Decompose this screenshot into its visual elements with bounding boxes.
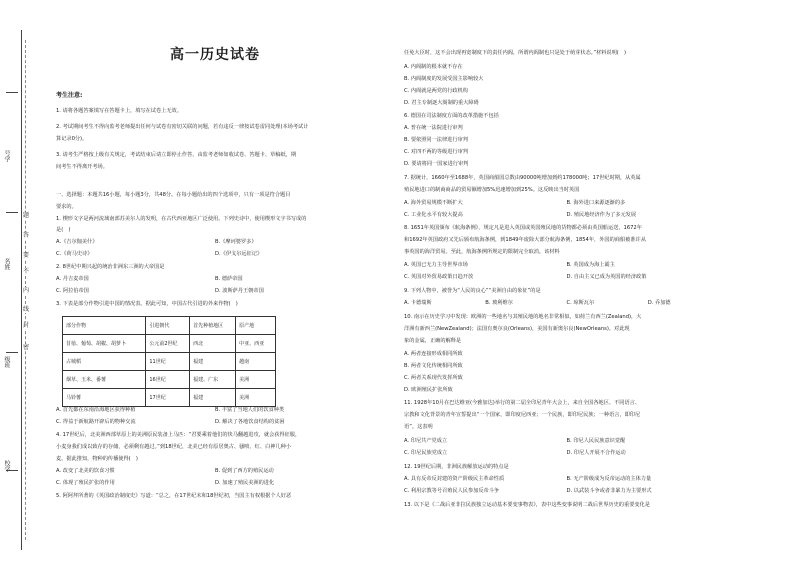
- option-a[interactable]: A. 改变了北美的饮食习惯: [56, 468, 115, 474]
- option-b[interactable]: B. 促到了西方的殖民运动: [215, 468, 274, 474]
- question-10-stem: 10. 南示在历史学习中发现：欧洲的一些地名与其殖民地的地名非常相似，如荷兰有西兰(Zealand)，大: [404, 314, 642, 320]
- option-a[interactable]: A.《吉尔伽美什》: [56, 239, 98, 245]
- exam-title: 高一历史试卷: [170, 47, 260, 63]
- binding-line: [21, 30, 22, 550]
- question-8-stem: 8. 1651年英国颁布《航海条例》，规定凡是进入英国或英国殖民地的货物都必须由英国船运送，1672年: [404, 225, 642, 231]
- option-d[interactable]: D. 乔加德: [647, 300, 671, 306]
- question-3-options: [56, 417, 374, 428]
- table-cell: 越南: [236, 353, 276, 371]
- option-a[interactable]: A. 内阁制的根本就不存在: [404, 64, 463, 70]
- table-cell: 16世纪: [146, 371, 190, 389]
- question-12-options: [404, 474, 729, 485]
- question-12-stem: 12. 19世纪后期，非洲民族解放运动的特点是: [404, 464, 509, 470]
- question-4-stem: 小麦身我们成以致存的存储，必须剩有越过。”到18世纪，北美已经有原居奥古、骚喷、红、白神几种小: [56, 444, 291, 450]
- option-d[interactable]: D. 解决了各地饮食结构的贫困: [215, 419, 285, 425]
- question-11-options: [404, 436, 729, 447]
- option-b[interactable]: B. 丰富了当地人们的饮食种类: [215, 407, 285, 413]
- table-header-cell: 部分作物: [63, 317, 146, 335]
- option-d[interactable]: D.《伊戈尔远征记》: [215, 251, 263, 257]
- table-cell: 美洲: [236, 371, 276, 389]
- option-d[interactable]: D. 欧洲殖民扩张所致: [404, 387, 453, 393]
- binding-char: 内: [23, 287, 30, 294]
- table-cell: 福建: [190, 389, 236, 407]
- option-c[interactable]: C. 英国对外贸易政策日趋开放: [404, 274, 474, 280]
- binding-label-class: 级班: [3, 356, 10, 368]
- question-5-stem-cont: 任免大臣时，这不会出现再宽制度下的责任内阁，所谓内阁制也只是处于萌芽状态。”材料说明( ): [404, 50, 627, 56]
- option-a[interactable]: A. 海外贸易规模不断扩大: [404, 200, 463, 206]
- question-13-stem: 13. 以下是《二战后亚非拉民族独立运动基本要变事物表》，表中这些变事说明二战后世界历史的重要变化是: [404, 502, 650, 508]
- question-7-stem: 殖民地进口的制商商品的贸易额增加5%迅速增加到25%。这反映出当时英国: [404, 187, 580, 193]
- question-9-stem: 9. 下列人物中，被誉为“人民的良心”“美洲自由的象征”的是: [404, 288, 541, 294]
- question-5-stem: 5. 阿阿拜所著的《英国政治制度史》写道：“总之，在17世纪末和18世纪初，当国主有权根据个人好恶: [56, 493, 292, 499]
- option-c[interactable]: C. 得益于新航路开辟后的物种交流: [56, 419, 136, 425]
- option-b[interactable]: B. 德萨帝国: [215, 276, 243, 282]
- table-header-cell: 原产地: [236, 317, 276, 335]
- question-1-stem: 1. 楔形文字是两河流域南部苏美尔人的发明，在古代西亚地区广泛使用。下列史诗中，使用楔形文字书写成的: [56, 216, 307, 222]
- question-8-stem: 和1692年英国政府又先后颁布航海条例，到1849年废除大部分航海条例，1854年，外国的商船被准许从: [404, 237, 646, 243]
- table-cell: 17世纪: [146, 389, 190, 407]
- option-d[interactable]: D. 殖民地经济作为了多元发展: [566, 212, 637, 218]
- binding-char: 答: [23, 232, 30, 239]
- question-10-stem: 洋洲有新西兰(NewZealand)；法国有奥尔良(Orleans)，美国有新奥尔良(NewOrleans)。对此现: [404, 326, 630, 332]
- table-cell: 公元前2世纪: [146, 335, 190, 353]
- option-a[interactable]: A. 具有反帝反封建的资产阶级民主革命性质: [404, 476, 505, 482]
- table-cell: 美洲: [236, 389, 276, 407]
- option-d[interactable]: D. 加速了殖民美洲的进化: [215, 480, 275, 486]
- option-b[interactable]: B. 印尼人民民族意识觉醒: [566, 438, 626, 444]
- option-a[interactable]: A. 首先都在东南沿海地区获得种植: [56, 407, 136, 413]
- table-row: [63, 353, 276, 371]
- option-c[interactable]: C. 阿拉伯帝国: [56, 288, 89, 294]
- option-d[interactable]: D. 以武装斗争或者非暴力为主要形式: [566, 488, 652, 494]
- option-b[interactable]: B.《摩诃婆罗多》: [215, 239, 257, 245]
- table-cell: 中亚、西亚: [236, 335, 276, 353]
- option-c[interactable]: C. 工业化水平有较大提高: [404, 212, 463, 218]
- option-d[interactable]: D. 自由主义已成为英国的经济政策: [566, 274, 647, 280]
- option-c[interactable]: C. 琼斯瓦尔: [566, 300, 595, 306]
- binding-char: 题: [23, 212, 30, 219]
- question-4-stem: 麦。据此推知，物种的传播使得( ): [56, 456, 138, 462]
- question-1-options: [56, 249, 374, 260]
- option-d[interactable]: D. 君主专制逐大阁制的重大障碍: [404, 100, 479, 106]
- question-3-stem: 3. 下表是部分作物引进中国的情况表。据此可知，中国古代引进的外来作物( ): [56, 301, 238, 307]
- binding-char: 不: [23, 268, 30, 275]
- option-a[interactable]: A. 丹吉麦帝国: [56, 276, 89, 282]
- option-b[interactable]: B. 海外进口来源逐渐的多: [566, 200, 626, 206]
- option-b[interactable]: B. 英国成为海上霸主: [566, 262, 615, 268]
- table-cell: 11世纪: [146, 353, 190, 371]
- table-cell: 苜蓿、葡萄、胡椒、胡萝卜: [63, 335, 146, 353]
- table-row: [63, 371, 276, 389]
- question-12-options: [404, 486, 729, 497]
- question-4-options: [56, 466, 374, 477]
- question-7-options: [404, 198, 729, 209]
- question-6-stem: 6. 德国在司法制度方面的改革措施不包括: [404, 113, 499, 119]
- binding-label-name: 名姓: [3, 258, 10, 270]
- table-cell: 烟草、玉米、番薯: [63, 371, 146, 389]
- option-a[interactable]: A. 普在统一法院进行审判: [404, 125, 463, 131]
- notice-line: 2. 考试期间考生不得向监考老师提出任何与试卷有密切关联的问题，若有违反一律按试卷雷同处理(本场考试计: [56, 124, 309, 130]
- option-d[interactable]: D. 印尼人开展不合作运动: [566, 450, 626, 456]
- question-8-stem: 事英国的海洋贸易。至此，航海条例所规定的限制完全取消。该材料: [404, 249, 560, 255]
- binding-char: 线: [23, 306, 30, 313]
- section-intro: 要求的。: [56, 204, 77, 210]
- question-2-options: [56, 286, 374, 297]
- option-b[interactable]: B. 内阁制度的发展受国主影响较大: [404, 76, 484, 82]
- question-2-options: [56, 274, 374, 285]
- binding-char: 要: [23, 252, 30, 259]
- option-a[interactable]: A. 印尼共产党成立: [404, 438, 448, 444]
- binding-tick: [6, 352, 18, 353]
- question-1-options: [56, 237, 374, 248]
- table-cell: 福建: [190, 353, 236, 371]
- section-intro: 一、选择题：本题共16小题，每小题3分，共48分。在每小题给出的四个选项中，只有一项是符合题目: [56, 192, 291, 198]
- notice-heading: 考生注意:: [56, 92, 83, 99]
- option-b[interactable]: B. 无产阶级成为反帝运动的主体力量: [566, 476, 652, 482]
- binding-label-student-id: 号学: [3, 150, 10, 162]
- option-c[interactable]: C. 印尼民族党成立: [404, 450, 448, 456]
- question-2-stem: 2. 8世纪中期兴起的统治非洲东三洲的大帝国是: [56, 264, 165, 270]
- binding-char: 封: [23, 322, 30, 329]
- question-10-stem: 象的金属，正确的解释是: [404, 338, 462, 344]
- option-c[interactable]: C.《荷马史诗》: [56, 251, 93, 257]
- question-9-options: [404, 298, 729, 309]
- binding-label-school: 校学: [3, 460, 10, 472]
- option-a[interactable]: A. 英国已无力主导世界市场: [404, 262, 468, 268]
- table-header-row: [63, 317, 276, 335]
- question-11-stem: 语”。这表明: [404, 424, 433, 430]
- notice-line: 算记录0分)。: [56, 136, 88, 142]
- table-row: [63, 389, 276, 407]
- option-d[interactable]: D. 波斯萨丹王朝帝国: [215, 288, 264, 294]
- question-4-options: [56, 478, 374, 489]
- option-b[interactable]: B. 两者文化传统相同所致: [404, 363, 463, 369]
- binding-tick: [6, 212, 18, 213]
- option-c[interactable]: C. 对四不两的等级进行审判: [404, 149, 468, 155]
- option-a[interactable]: A. 两者连接形成相同所致: [404, 351, 463, 357]
- table-cell: 占城稻: [63, 353, 146, 371]
- question-8-options: [404, 260, 729, 271]
- option-d[interactable]: D. 要请将同一国家进行审判: [404, 161, 469, 167]
- option-b[interactable]: B. 要依照同一法律进行审判: [404, 137, 468, 143]
- table-cell: 福建、广东: [190, 371, 236, 389]
- notice-line: 间考生不得离开考场。: [56, 164, 108, 170]
- question-11-stem: 11. 1928年10月在巴达维亚(今雅加达)举行的第二届全印尼青年大会上，来自全国各地区、不同语言、: [404, 400, 641, 406]
- option-c[interactable]: C. 体现了殖民扩张的作用: [56, 480, 115, 486]
- option-a[interactable]: A. 卡德瑞斯: [404, 300, 432, 306]
- table-cell: 马铃薯: [63, 389, 146, 407]
- question-7-options: [404, 210, 729, 221]
- crop-introduction-table: [62, 316, 276, 407]
- binding-tick: [6, 92, 18, 93]
- option-c[interactable]: C. 利用宗教等号召殖民人民参加反帝斗争: [404, 488, 500, 494]
- notice-line: 3. 请考生严格按上级有关规定，考试结束后请立即停止作答，由监考老师如收试卷、答题卡、草稿纸，期: [56, 152, 297, 158]
- table-header-cell: 引进朝代: [146, 317, 190, 335]
- question-1-stem: 是( ): [56, 227, 71, 233]
- question-11-options: [404, 448, 729, 459]
- question-11-stem: 宗教和文化背景的青年宣誓提出“一个国家，即印度尼西亚；一个民族，即印尼民族；一种语言，即印尼: [404, 412, 641, 418]
- notice-line: 1. 请将各题答案填写在答题卡上，填写在试卷上无效。: [56, 108, 182, 114]
- question-8-options: [404, 272, 729, 283]
- option-c[interactable]: C. 内阁就是两党的行政机构: [404, 88, 468, 94]
- table-header-cell: 首先种植地区: [190, 317, 236, 335]
- question-4-stem: 4. 17世纪后，北美洲西部草原上的美洲原民装备上马匹：“君要乘着他们的快马翻越进攻，就会获得征服，: [56, 432, 301, 438]
- question-7-stem: 7. 据统计，1660年至1688年，英国商船国总数由90000吨增加到约178000吨；17世纪时期，从英属: [404, 175, 641, 181]
- option-c[interactable]: C. 两者关系现代发挥所致: [404, 375, 463, 381]
- table-cell: 西北: [190, 335, 236, 353]
- binding-char: 密: [23, 344, 30, 351]
- binding-strip: [0, 0, 40, 562]
- table-row: [63, 335, 276, 353]
- option-b[interactable]: B. 玻利维尔: [485, 300, 513, 306]
